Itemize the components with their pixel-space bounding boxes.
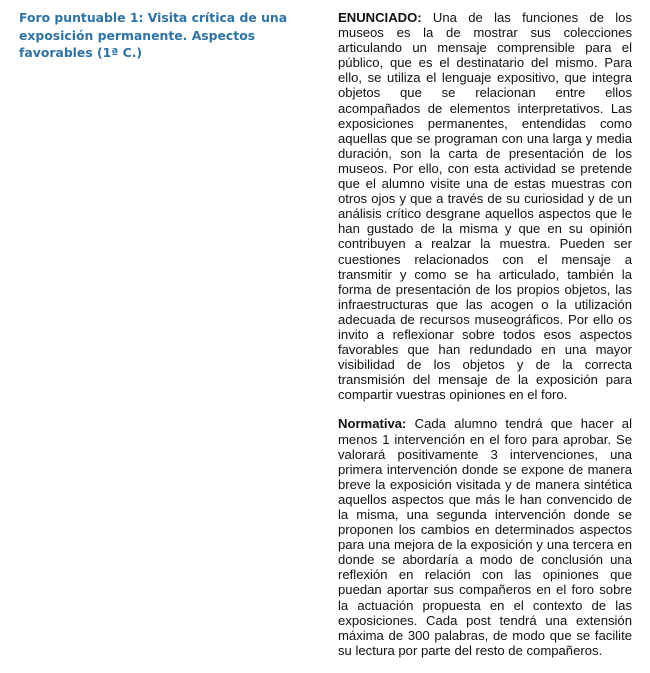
rules-paragraph [338, 416, 632, 658]
statement-paragraph [338, 10, 632, 402]
rules-text: Cada alumno tendrá que hacer al menos 1 intervención en el foro para aprobar. Se valorará positivamente 3 intervenciones, una primera intervención donde se expone de manera breve la exposición visitada y de manera sintética aquellos aspectos que más le han convencido de la misma, una segunda intervención donde se proponen los cambios en determinados aspectos para una mejora de la exposición y una tercera en donde se abordaría a modo de conclusión una reflexión en relación con las opiniones que puedan aportar sus compañeros en el foro sobre la actuación propuesta en el contexto de las exposiciones. Cada post tendrá una extensión máxima de 300 palabras, de modo que se facilite su lectura por parte del resto de compañeros. [338, 416, 632, 658]
forum-description [338, 10, 632, 658]
forum-title: Foro puntuable 1: Visita crítica de una exposición permanente. Aspectos favorables (1ª C.) [19, 10, 288, 60]
statement-text: Una de las funciones de los museos es la de mostrar sus colecciones articulando un mensaje comprensible para el público, que es el destinatario del mismo. Para ello, se utiliza el lenguaje expositivo, que integra objetos que se relacionan entre ellos acompañados de elementos interpretativos. Las exposiciones permanentes, entendidas como aquellas que se programan con una larga y media duración, son la carta de presentación de los museos. Por ello, con esta actividad se pretende que el alumno visite una de estas muestras con otros ojos y que a través de su curiosidad y de un análisis crítico desgrane aquellos aspectos que le han gustado de la misma y que en su opinión contribuyen a realzar la muestra. Pueden ser cuestiones relacionados con el mensaje a transmitir y como se ha articulado, también la forma de presentación de los propios objetos, las infraestructuras que las acogen o la utilización adecuada de recursos museográficos. Por ello os invito a reflexionar sobre todos esos aspectos favorables que han redundado en una mayor visibilidad de los objetos y de la correcta transmisión del mensaje de la exposición para compartir vuestras opiniones en el foro. [338, 10, 632, 403]
statement-label: ENUNCIADO: [338, 10, 422, 25]
rules-label: Normativa: [338, 416, 407, 432]
